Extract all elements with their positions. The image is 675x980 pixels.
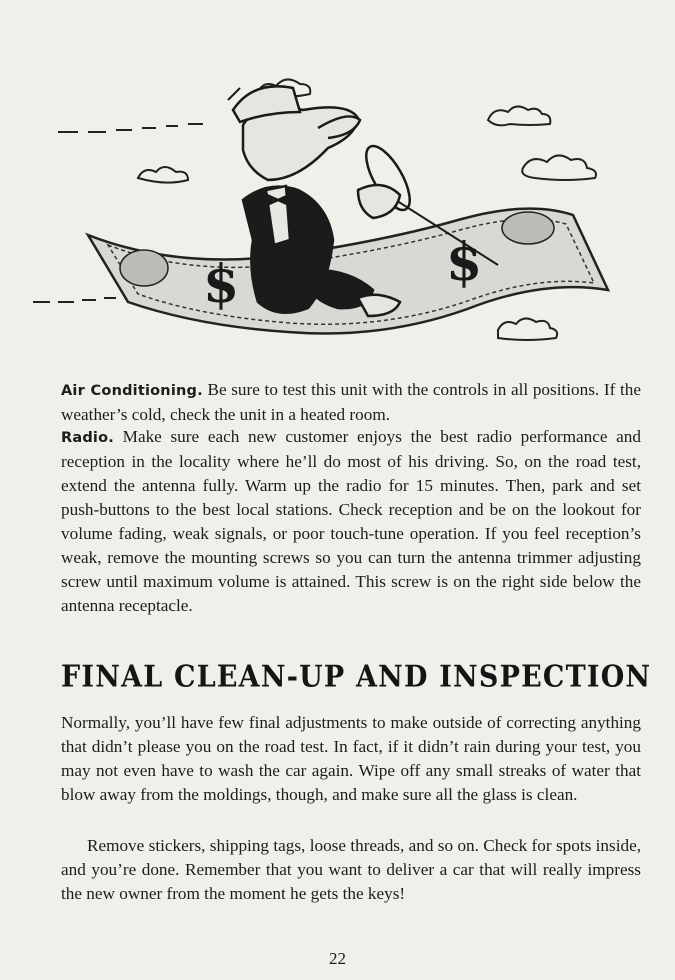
page-number: 22 <box>329 949 346 968</box>
radio-paragraph <box>61 425 641 618</box>
radio-text: Make sure each new customer enjoys the best radio performance and reception in the locality where he’ll do most of his driving. So, on the road test, extend the antenna fully. Warm up the radio for 15 minutes. Then, park and set push-buttons to the best local stations. Check reception and be on the lookout for volume fading, weak signals, or poor touch-tune operation. If you feel reception’s weak, remove the mounting screws so you can turn the antenna trimmer adjusting screw until maximum volume is attained. This screw is on the right side below the antenna receptacle. <box>61 427 641 615</box>
air-conditioning-lead: Air Conditioning. <box>61 383 203 399</box>
air-conditioning-text: Be sure to test this unit with the controls in all positions. If the weather’s cold, check the unit in a heated room. <box>61 380 641 424</box>
cleanup-paragraph-2: Remove stickers, shipping tags, loose threads, and so on. Check for spots inside, and you’re done. Remember that you want to deliver a car that will really impress the new owner from the moment he gets the keys! <box>61 836 641 903</box>
dollar-sign-left: $ <box>203 254 240 315</box>
flying-money-illustration <box>28 40 658 370</box>
radio-lead: Radio. <box>61 430 114 446</box>
air-conditioning-paragraph <box>61 378 641 427</box>
cleanup-paragraph-1: Normally, you’ll have few final adjustments to make outside of correcting anything that didn’t please you on the road test. In fact, if it didn’t rain during your test, you may not even have to wash the car again. Wipe off any small streaks of water that blow away from the moldings, though, and make sure all the glass is clean. <box>61 713 641 804</box>
dollar-bill <box>88 209 608 334</box>
section-heading: FINAL CLEAN-UP AND INSPECTION <box>61 660 652 695</box>
dollar-sign-right: $ <box>446 232 483 293</box>
